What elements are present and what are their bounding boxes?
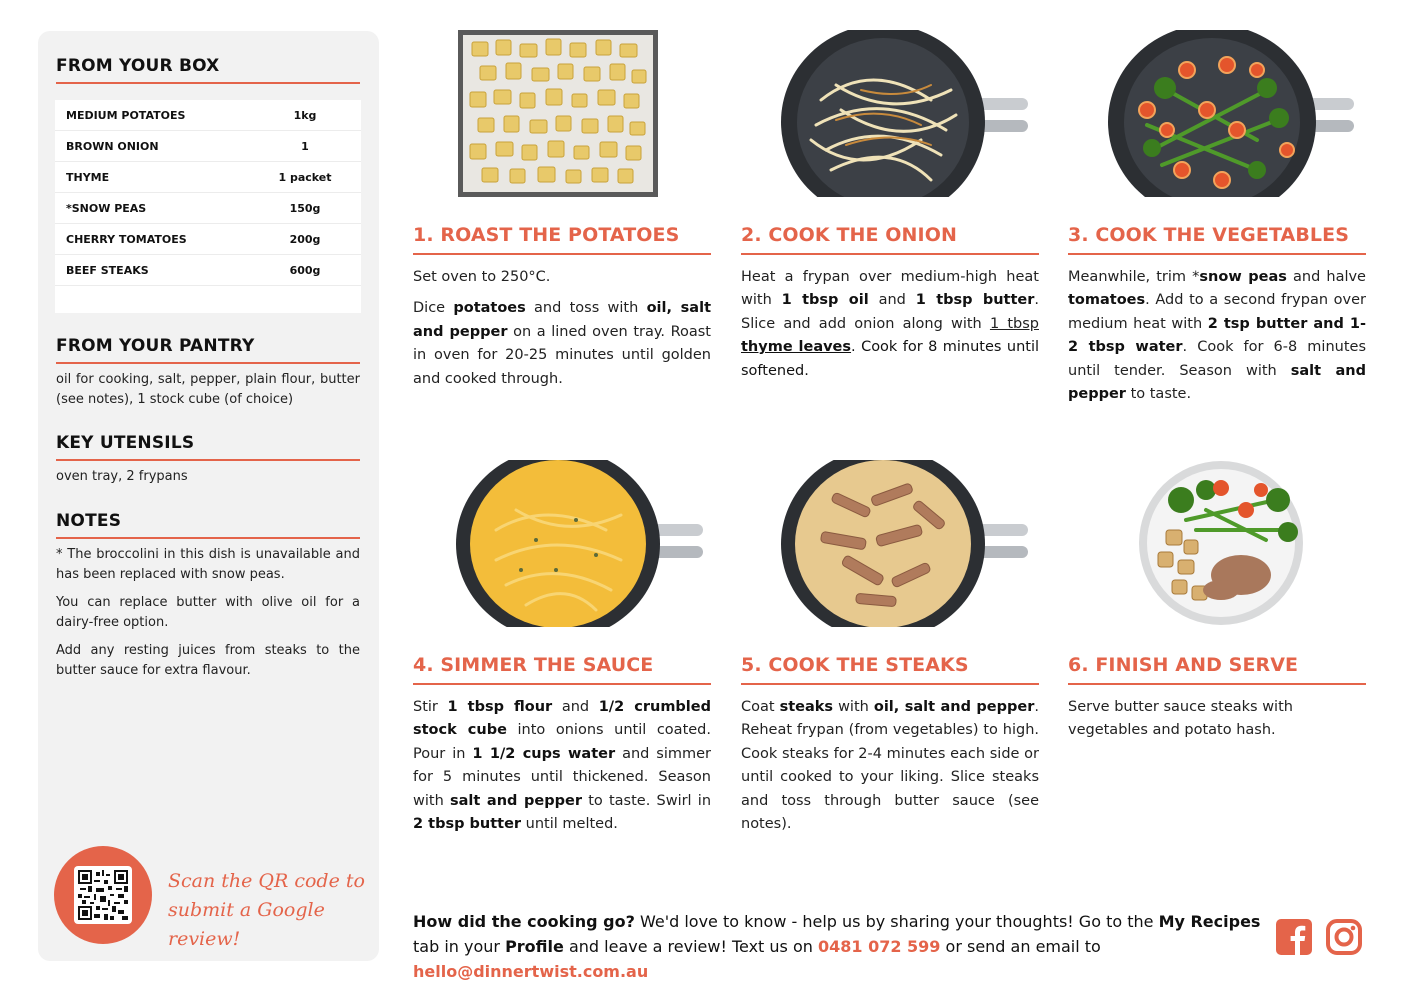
ingredient-qty: 1 — [301, 139, 309, 153]
step-5-title: 5. COOK THE STEAKS — [741, 654, 969, 676]
note-item: You can replace butter with olive oil for a dairy-free option. — [56, 595, 360, 630]
ingredient-qty: 1kg — [293, 108, 317, 122]
ingredient-bold: oil, salt and pepper — [873, 699, 1035, 715]
step-text — [741, 266, 1039, 383]
text: with — [833, 699, 874, 715]
vegetables-pan-photo — [1107, 30, 1357, 197]
step-1-title: 1. ROAST THE POTATOES — [413, 224, 680, 246]
text: to taste. — [1125, 386, 1192, 403]
ingredient-bold: potatoes — [453, 300, 526, 317]
text: . Reheat frypan (from vegetables) to high. Cook steaks for 2-4 minutes each side or until cooked to your liking. Slice steaks and toss through butter sauce (see notes). — [741, 699, 1039, 833]
text: Coat — [741, 699, 780, 715]
qr-caption-line: Scan the QR code to — [168, 870, 365, 892]
utensils-text: oven tray, 2 frypans — [56, 469, 188, 484]
key-utensils-heading: KEY UTENSILS — [56, 433, 195, 453]
ingredient-qty: 600g — [289, 263, 321, 277]
step-6-title: 6. FINISH AND SERVE — [1068, 654, 1299, 676]
qr-badge[interactable] — [54, 846, 152, 944]
step-2-title: 2. COOK THE ONION — [741, 224, 957, 246]
step-text: Set oven to 250°C. — [413, 269, 551, 285]
ingredient-bold: 2 tsp butter and 1-2 tbsp water — [1068, 315, 1366, 356]
text: and leave a review! Text us on — [563, 937, 818, 956]
table-row — [55, 224, 361, 255]
step-1-body — [413, 266, 711, 399]
step-rule — [741, 683, 1039, 685]
ingredient-bold: oil, salt and pepper — [413, 300, 711, 340]
ingredient-bold: salt and pepper — [449, 792, 583, 809]
heading-rule — [56, 537, 360, 539]
pantry-text: oil for cooking, salt, pepper, plain flour, butter (see notes), 1 stock cube (of choice) — [56, 372, 360, 407]
table-row — [55, 255, 361, 286]
ingredient-qty: 200g — [289, 232, 321, 246]
ingredient-bold: 1 tbsp flour — [447, 699, 553, 715]
footer-question: How did the cooking go? — [413, 912, 635, 931]
ingredient-name: BEEF STEAKS — [66, 263, 149, 277]
step-text — [413, 696, 711, 836]
ingredient-name: BROWN ONION — [66, 139, 159, 153]
ingredient-bold: thyme leaves — [741, 339, 852, 356]
feedback-footer — [413, 909, 1263, 984]
heading-rule — [56, 362, 360, 364]
step-4-body — [413, 696, 711, 844]
qr-caption — [168, 867, 368, 954]
text: . Cook for 8 minutes until softened. — [741, 339, 1040, 379]
table-row — [55, 131, 361, 162]
table-row — [55, 193, 361, 224]
ingredient-qty: 1 packet — [278, 170, 332, 184]
heading-rule — [56, 459, 360, 461]
ingredient-bold: 1/2 crumbled stock cube — [413, 699, 711, 739]
ingredient-bold: 2 tbsp butter — [413, 816, 522, 833]
ingredients-sidebar — [38, 31, 379, 961]
ingredient-bold: salt and pepper — [1068, 362, 1366, 403]
text: and toss with — [525, 300, 647, 317]
step-text — [413, 297, 711, 391]
step-2-body — [741, 266, 1039, 391]
step-text — [1068, 266, 1366, 406]
ingredient-bold: steaks — [779, 699, 834, 715]
notes-heading: NOTES — [56, 511, 122, 531]
roast-potatoes-photo — [458, 30, 658, 197]
text: . Cook for 6-8 minutes until tender. Season with — [1068, 339, 1366, 379]
step-6-body — [1068, 696, 1366, 751]
ingredient-name: THYME — [66, 170, 110, 184]
ingredient-name: CHERRY TOMATOES — [66, 232, 187, 246]
facebook-icon[interactable] — [1275, 918, 1313, 956]
text: and — [552, 699, 599, 715]
text: Heat a frypan over medium-high heat with — [741, 269, 1039, 309]
ingredient-name: MEDIUM POTATOES — [66, 108, 186, 122]
step-4-title: 4. SIMMER THE SAUCE — [413, 654, 654, 676]
table-row — [55, 162, 361, 193]
qr-caption-line: submit a Google review! — [168, 899, 325, 950]
text-underlined: 1 tbsp — [989, 315, 1039, 332]
phone-link[interactable]: 0481 072 599 — [817, 937, 941, 956]
text: Dice — [413, 300, 454, 317]
ingredient-bold: 1 tbsp oil — [781, 292, 869, 309]
ingredient-bold: 1 1/2 cups water — [472, 745, 616, 762]
ingredient-bold: tomatoes — [1068, 292, 1146, 309]
instagram-icon[interactable] — [1325, 918, 1363, 956]
text: We'd love to know - help us by sharing your thoughts! Go to the — [634, 912, 1159, 931]
sauce-pan-photo — [456, 460, 706, 627]
text: . Add to a second frypan over medium heat with — [1068, 292, 1366, 332]
step-rule — [1068, 683, 1366, 685]
text: Stir — [413, 699, 448, 715]
text: or send an email to — [940, 937, 1101, 956]
ingredient-name: *SNOW PEAS — [66, 201, 147, 215]
from-your-pantry-heading: FROM YOUR PANTRY — [56, 336, 255, 356]
text: and simmer for 5 minutes until thickened. Season with — [413, 745, 712, 809]
text: . Slice and add onion along with — [741, 292, 1040, 332]
notes-list — [56, 545, 360, 689]
step-text: Serve butter sauce steaks with vegetables and potato hash. — [1068, 699, 1293, 739]
from-your-box-heading: FROM YOUR BOX — [56, 56, 220, 76]
ingredient-bold: 1 tbsp butter — [915, 292, 1035, 309]
note-item: Add any resting juices from steaks to the butter sauce for extra flavour. — [56, 643, 360, 678]
step-5-body — [741, 696, 1039, 844]
ingredient-qty: 150g — [289, 201, 321, 215]
ingredient-bold: snow peas — [1199, 269, 1287, 285]
email-link[interactable]: hello@dinnertwist.com.au — [413, 962, 649, 981]
text: and halve — [1286, 269, 1366, 285]
table-row — [55, 100, 361, 131]
qr-code-icon[interactable] — [74, 866, 132, 924]
onion-pan-photo — [781, 30, 1031, 197]
text: tab in your — [413, 937, 506, 956]
my-recipes-link[interactable]: My Recipes — [1158, 912, 1261, 931]
step-rule — [413, 253, 711, 255]
step-rule — [741, 253, 1039, 255]
step-rule — [1068, 253, 1366, 255]
text: and — [868, 292, 916, 309]
profile-link[interactable]: Profile — [505, 937, 564, 956]
text: on a lined oven tray. Roast in oven for 20-25 minutes until golden and cooked through. — [413, 323, 711, 387]
text: to taste. Swirl in — [582, 792, 712, 809]
step-3-body — [1068, 266, 1366, 414]
text: into onions until coated. Pour in — [413, 722, 711, 762]
heading-rule — [56, 82, 360, 84]
step-text — [741, 696, 1039, 836]
text: Meanwhile, trim * — [1068, 269, 1200, 285]
plated-dish-photo — [1136, 460, 1306, 627]
text: until melted. — [521, 816, 618, 833]
step-rule — [413, 683, 711, 685]
step-3-title: 3. COOK THE VEGETABLES — [1068, 224, 1349, 246]
box-ingredients-table — [55, 100, 361, 313]
steaks-pan-photo — [781, 460, 1031, 627]
note-item: * The broccolini in this dish is unavailable and has been replaced with snow peas. — [56, 547, 360, 582]
